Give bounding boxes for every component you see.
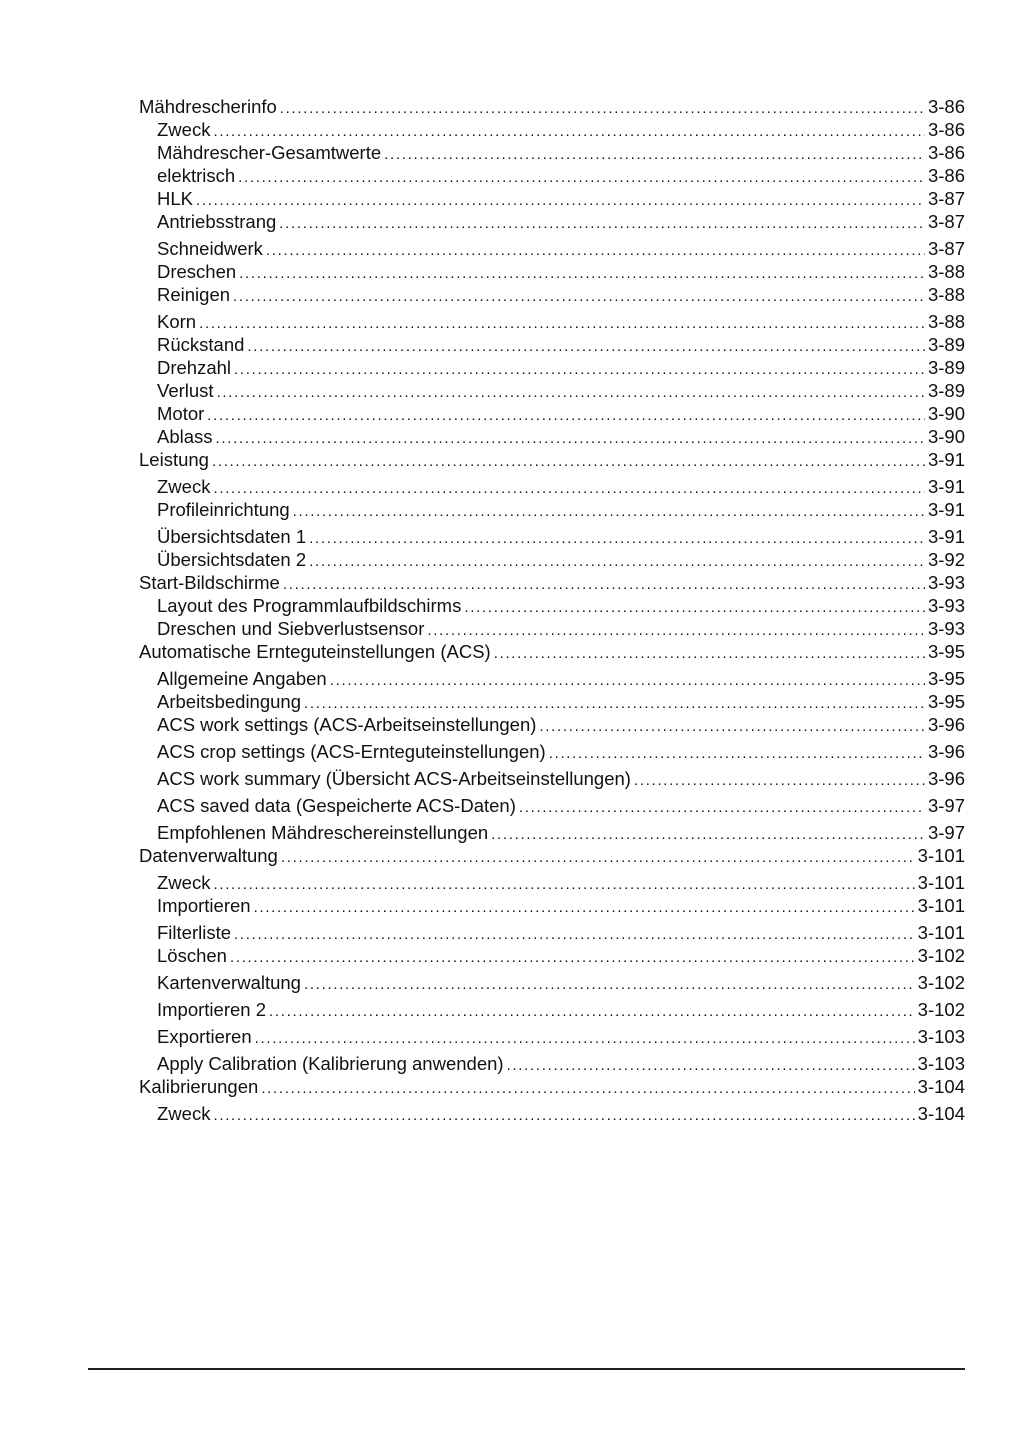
toc-entry-page: 3-102 <box>917 945 965 966</box>
toc-dot-leader <box>199 313 925 334</box>
toc-entry-page: 3-89 <box>927 380 965 401</box>
toc-entry-title: Reinigen <box>157 284 231 305</box>
toc-dot-leader <box>283 574 925 595</box>
toc-dot-leader <box>213 874 914 895</box>
toc-dot-leader <box>293 501 925 522</box>
toc-dot-leader <box>266 240 925 261</box>
toc-entry-title: Filterliste <box>157 922 232 943</box>
toc-entry-page: 3-87 <box>927 211 965 232</box>
toc-entry[interactable] <box>139 165 965 188</box>
toc-dot-leader <box>207 405 925 426</box>
toc-entry-page: 3-97 <box>927 822 965 843</box>
toc-dot-leader <box>254 897 915 918</box>
toc-entry-page: 3-103 <box>917 1053 965 1074</box>
toc-entry[interactable] <box>139 211 965 234</box>
toc-entry[interactable] <box>139 380 965 403</box>
toc-entry-page: 3-97 <box>927 795 965 816</box>
toc-entry-title: Mähdrescher-Gesamtwerte <box>157 142 382 163</box>
toc-entry-page: 3-90 <box>927 403 965 424</box>
toc-dot-leader <box>384 144 925 165</box>
toc-entry[interactable] <box>139 334 965 357</box>
toc-dot-leader <box>216 428 925 449</box>
toc-entry[interactable] <box>139 1103 965 1126</box>
toc-entry-title: Dreschen und Siebverlustsensor <box>157 618 425 639</box>
toc-entry-title: Arbeitsbedingung <box>157 691 301 712</box>
toc-entry-title: ACS crop settings (ACS-Ernteguteinstellungen) <box>157 741 546 762</box>
toc-entry[interactable] <box>139 872 965 895</box>
toc-entry-title: Löschen <box>157 945 227 966</box>
toc-entry[interactable] <box>139 972 965 995</box>
toc-entry-title: Übersichtsdaten 2 <box>157 549 307 570</box>
toc-entry-page: 3-86 <box>927 165 965 186</box>
toc-entry-title: Layout des Programmlaufbildschirms <box>157 595 462 616</box>
toc-dot-leader <box>494 643 925 664</box>
toc-entry-title: ACS work settings (ACS-Arbeitseinstellungen) <box>157 714 537 735</box>
toc-entry-title: Profileinrichtung <box>157 499 290 520</box>
toc-entry-title: Importieren 2 <box>157 999 266 1020</box>
toc-entry[interactable] <box>139 741 965 764</box>
toc-entry-title: Dreschen <box>157 261 237 282</box>
toc-entry-title: Schneidwerk <box>157 238 263 259</box>
toc-dot-leader <box>213 478 925 499</box>
toc-entry[interactable] <box>139 96 965 119</box>
toc-entry[interactable] <box>139 822 965 845</box>
toc-entry[interactable] <box>139 668 965 691</box>
toc-entry[interactable] <box>139 999 965 1022</box>
toc-entry-title: Allgemeine Angaben <box>157 668 327 689</box>
toc-entry-title: Kalibrierungen <box>139 1076 259 1097</box>
toc-entry[interactable] <box>139 526 965 549</box>
toc-dot-leader <box>309 528 925 549</box>
toc-entry-page: 3-91 <box>927 526 965 547</box>
toc-entry[interactable] <box>139 357 965 380</box>
toc-entry[interactable] <box>139 1026 965 1049</box>
toc-entry-page: 3-89 <box>927 357 965 378</box>
toc-entry-page: 3-95 <box>927 668 965 689</box>
toc-entry[interactable] <box>139 403 965 426</box>
toc-dot-leader <box>196 190 925 211</box>
toc-dot-leader <box>507 1055 915 1076</box>
toc-dot-leader <box>255 1028 915 1049</box>
toc-dot-leader <box>464 597 925 618</box>
toc-entry-page: 3-90 <box>927 426 965 447</box>
toc-entry-page: 3-95 <box>927 691 965 712</box>
toc-dot-leader <box>233 286 925 307</box>
toc-dot-leader <box>217 382 925 403</box>
toc-dot-leader <box>279 213 925 234</box>
toc-entry[interactable] <box>139 188 965 211</box>
toc-entry-title: Zweck <box>157 476 211 497</box>
toc-entry-title: Empfohlenen Mähdreschereinstellungen <box>157 822 489 843</box>
toc-dot-leader <box>539 716 925 737</box>
toc-dot-leader <box>519 797 925 818</box>
toc-entry-title: Übersichtsdaten 1 <box>157 526 307 547</box>
toc-entry-title: Kartenverwaltung <box>157 972 301 993</box>
toc-entry-page: 3-93 <box>927 572 965 593</box>
toc-dot-leader <box>280 98 925 119</box>
toc-entry[interactable] <box>139 449 965 472</box>
toc-entry-title: Verlust <box>157 380 214 401</box>
toc-dot-leader <box>491 824 925 845</box>
toc-entry[interactable] <box>139 714 965 737</box>
toc-dot-leader <box>309 551 925 572</box>
toc-entry-title: Exportieren <box>157 1026 252 1047</box>
toc-entry[interactable] <box>139 476 965 499</box>
toc-entry-title: Start-Bildschirme <box>139 572 280 593</box>
toc-entry[interactable] <box>139 845 965 868</box>
toc-entry-title: Leistung <box>139 449 209 470</box>
toc-dot-leader <box>304 974 915 995</box>
table-of-contents <box>139 96 965 1126</box>
toc-entry-page: 3-91 <box>927 499 965 520</box>
toc-entry-page: 3-88 <box>927 261 965 282</box>
toc-entry[interactable] <box>139 945 965 968</box>
toc-dot-leader <box>234 359 925 380</box>
toc-entry-title: Automatische Ernteguteinstellungen (ACS) <box>139 641 491 662</box>
toc-entry-page: 3-102 <box>917 999 965 1020</box>
toc-entry[interactable] <box>139 119 965 142</box>
toc-dot-leader <box>230 947 915 968</box>
toc-dot-leader <box>239 263 925 284</box>
toc-entry-page: 3-91 <box>927 449 965 470</box>
toc-entry-page: 3-103 <box>917 1026 965 1047</box>
toc-entry-page: 3-86 <box>927 142 965 163</box>
toc-entry-title: HLK <box>157 188 193 209</box>
toc-entry-title: Drehzahl <box>157 357 232 378</box>
toc-entry[interactable] <box>139 142 965 165</box>
toc-entry-page: 3-88 <box>927 311 965 332</box>
toc-dot-leader <box>330 670 925 691</box>
toc-entry[interactable] <box>139 284 965 307</box>
toc-entry-page: 3-104 <box>917 1103 965 1124</box>
toc-entry-page: 3-93 <box>927 595 965 616</box>
toc-entry-page: 3-96 <box>927 741 965 762</box>
toc-entry-title: Motor <box>157 403 205 424</box>
toc-entry-title: Datenverwaltung <box>139 845 278 866</box>
toc-entry-page: 3-88 <box>927 284 965 305</box>
toc-entry-page: 3-95 <box>927 641 965 662</box>
toc-entry-page: 3-101 <box>917 895 965 916</box>
toc-entry[interactable] <box>139 549 965 572</box>
toc-entry-page: 3-93 <box>927 618 965 639</box>
toc-entry-title: Rückstand <box>157 334 245 355</box>
toc-entry-page: 3-89 <box>927 334 965 355</box>
toc-entry-page: 3-86 <box>927 96 965 117</box>
toc-entry[interactable] <box>139 1076 965 1099</box>
toc-dot-leader <box>281 847 915 868</box>
toc-entry-page: 3-104 <box>917 1076 965 1097</box>
toc-entry-page: 3-102 <box>917 972 965 993</box>
footer-rule <box>88 1368 965 1370</box>
toc-entry-page: 3-91 <box>927 476 965 497</box>
toc-entry-page: 3-87 <box>927 188 965 209</box>
toc-entry-title: Zweck <box>157 119 211 140</box>
toc-entry-page: 3-101 <box>917 845 965 866</box>
toc-dot-leader <box>213 1105 914 1126</box>
toc-entry[interactable] <box>139 922 965 945</box>
toc-dot-leader <box>238 167 925 188</box>
toc-entry-title: Mähdrescherinfo <box>139 96 277 117</box>
toc-entry-title: elektrisch <box>157 165 236 186</box>
toc-entry-title: Importieren <box>157 895 251 916</box>
toc-entry[interactable] <box>139 895 965 918</box>
toc-entry-title: ACS work summary (Übersicht ACS-Arbeitseinstellungen) <box>157 768 631 789</box>
toc-dot-leader <box>549 743 925 764</box>
toc-entry-title: Apply Calibration (Kalibrierung anwenden) <box>157 1053 504 1074</box>
toc-entry-page: 3-101 <box>917 922 965 943</box>
toc-entry[interactable] <box>139 641 965 664</box>
toc-entry-page: 3-86 <box>927 119 965 140</box>
toc-dot-leader <box>261 1078 914 1099</box>
toc-entry[interactable] <box>139 595 965 618</box>
toc-dot-leader <box>269 1001 915 1022</box>
toc-entry-page: 3-92 <box>927 549 965 570</box>
toc-entry-page: 3-96 <box>927 768 965 789</box>
toc-entry[interactable] <box>139 261 965 284</box>
toc-entry-title: Zweck <box>157 1103 211 1124</box>
toc-entry-title: Antriebsstrang <box>157 211 277 232</box>
toc-entry-title: Ablass <box>157 426 213 447</box>
toc-entry[interactable] <box>139 691 965 714</box>
toc-dot-leader <box>234 924 915 945</box>
toc-entry-title: Korn <box>157 311 197 332</box>
toc-entry-page: 3-96 <box>927 714 965 735</box>
toc-entry-title: Zweck <box>157 872 211 893</box>
toc-dot-leader <box>427 620 925 641</box>
toc-entry[interactable] <box>139 795 965 818</box>
toc-entry[interactable] <box>139 238 965 261</box>
toc-entry[interactable] <box>139 426 965 449</box>
toc-entry[interactable] <box>139 768 965 791</box>
toc-dot-leader <box>634 770 925 791</box>
toc-entry[interactable] <box>139 311 965 334</box>
toc-dot-leader <box>213 121 925 142</box>
toc-dot-leader <box>304 693 925 714</box>
toc-dot-leader <box>212 451 925 472</box>
toc-dot-leader <box>247 336 925 357</box>
toc-entry[interactable] <box>139 499 965 522</box>
toc-entry-page: 3-101 <box>917 872 965 893</box>
toc-entry-title: ACS saved data (Gespeicherte ACS-Daten) <box>157 795 516 816</box>
toc-entry[interactable] <box>139 572 965 595</box>
toc-entry[interactable] <box>139 618 965 641</box>
toc-entry[interactable] <box>139 1053 965 1076</box>
toc-entry-page: 3-87 <box>927 238 965 259</box>
